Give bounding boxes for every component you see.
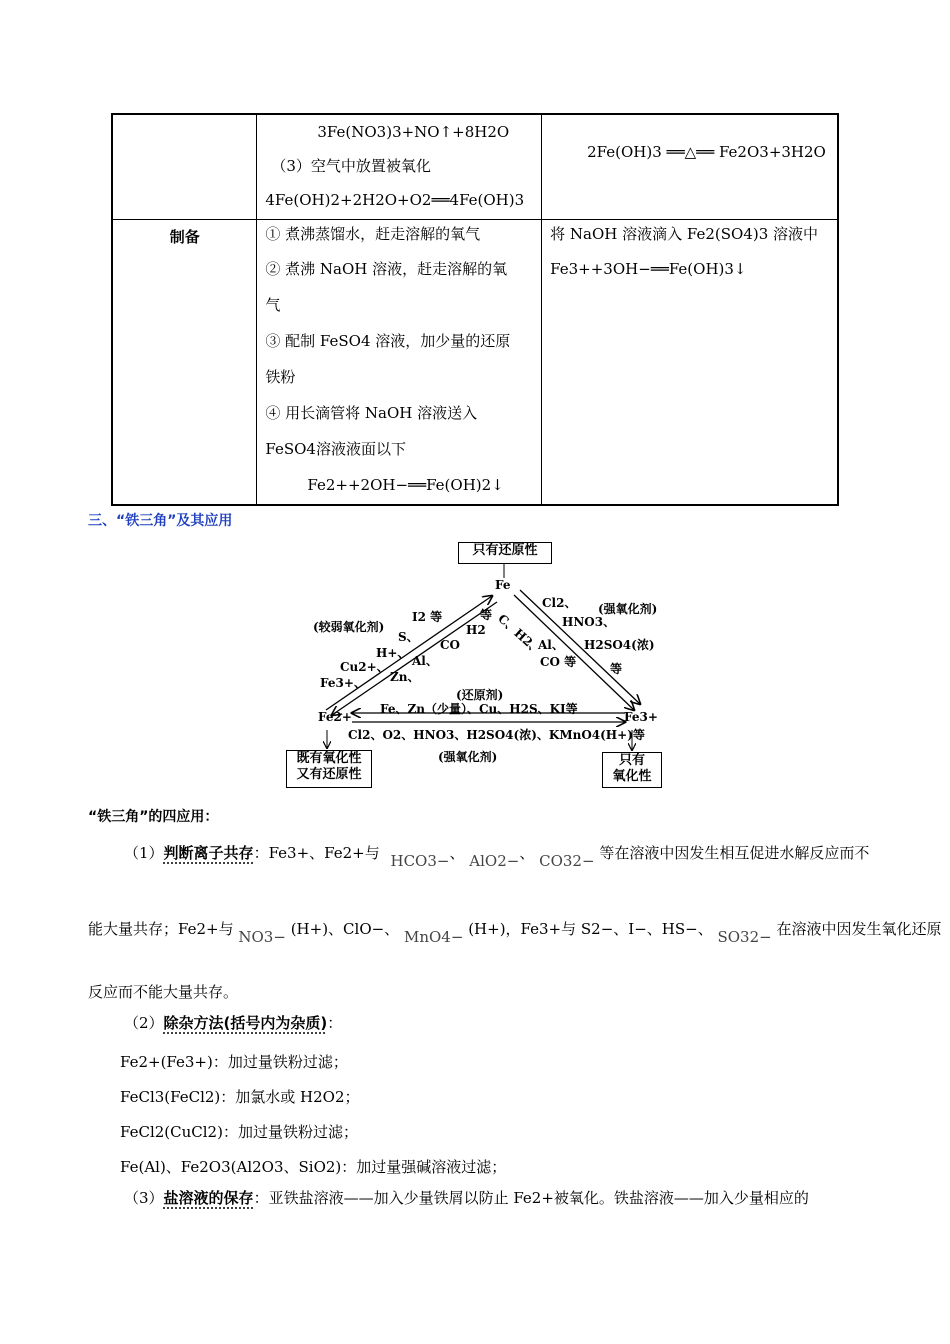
iron-triangle-diagram bbox=[280, 538, 680, 793]
ion-alo2: AlO2− bbox=[469, 852, 520, 870]
app1-text-c: 能大量共存；Fe2+与 bbox=[88, 920, 234, 938]
text-line: ③ 配制 FeSO4 溶液，加少量的还原 bbox=[265, 332, 511, 350]
app1-line2 bbox=[88, 918, 942, 946]
text-line: 铁粉 bbox=[265, 368, 296, 386]
table-cell bbox=[257, 114, 542, 220]
left-label: CO bbox=[440, 638, 461, 652]
ion-co3: CO32− bbox=[539, 852, 595, 870]
app1-title: 判断离子共存 bbox=[163, 844, 254, 862]
oxidizer-label: (强氧化剂) bbox=[438, 750, 498, 764]
app1-num: （1） bbox=[124, 844, 164, 862]
top-box-label: 只有还原性 bbox=[472, 543, 538, 558]
strong-oxidant-label: (强氧化剂) bbox=[598, 602, 658, 616]
left-label: Zn、 bbox=[390, 670, 420, 684]
right-label: C、H2、 bbox=[495, 611, 545, 658]
equation-line: 2Fe(OH)3 ══△══ Fe2O3+3H2O bbox=[587, 143, 826, 161]
app2-heading bbox=[124, 1012, 342, 1033]
applications-title: “铁三角”的四应用： bbox=[88, 809, 219, 825]
app1-text-a: ：Fe3+、Fe2+与 bbox=[253, 844, 380, 862]
left-label: 等 bbox=[480, 608, 493, 622]
table-cell bbox=[112, 220, 257, 506]
table-row bbox=[112, 220, 838, 506]
right-label: CO 等 bbox=[540, 655, 577, 669]
row-label: 制备 bbox=[169, 228, 200, 246]
left-label: Fe3+、 bbox=[320, 676, 366, 690]
app1-text-b: 等在溶液中因发生相互促进水解反应而不 bbox=[599, 844, 870, 862]
ion-no3: NO3− bbox=[238, 928, 286, 946]
app2-item: FeCl3(FeCl2)：加氯水或 H2O2； bbox=[120, 1088, 360, 1106]
text-line: 将 NaOH 溶液滴入 Fe2(SO4)3 溶液中 bbox=[550, 225, 819, 243]
table-cell bbox=[542, 220, 838, 506]
left-label: I2 等 bbox=[412, 610, 443, 624]
left-label: Al、 bbox=[412, 654, 438, 668]
app3-title: 盐溶液的保存 bbox=[163, 1189, 254, 1207]
equation-line: Fe3++3OH−══Fe(OH)3↓ bbox=[550, 260, 747, 278]
right-label: Al、 bbox=[538, 638, 564, 652]
app1-text-e: (H+)，Fe3+与 S2−、I−、HS−、 bbox=[468, 920, 713, 938]
app2-item: Fe(Al)、Fe2O3(Al2O3、SiO2)：加过量强碱溶液过滤； bbox=[120, 1158, 507, 1176]
app2-item: Fe2+(Fe3+)：加过量铁粉过滤； bbox=[120, 1053, 348, 1071]
right-box bbox=[602, 752, 662, 788]
right-box-line2: 氧化性 bbox=[612, 769, 652, 784]
right-label: HNO3、 bbox=[562, 615, 616, 629]
ion-hco3: HCO3− bbox=[390, 852, 450, 870]
app2-num: （2） bbox=[124, 1014, 164, 1032]
left-box-line2: 又有还原性 bbox=[296, 767, 362, 782]
left-label: H+、 bbox=[376, 646, 410, 660]
node-fe3: Fe3+ bbox=[624, 710, 658, 724]
right-label: Cl2、 bbox=[542, 596, 577, 610]
right-label: 等 bbox=[610, 662, 623, 676]
weak-oxidant-label: (较弱氧化剂) bbox=[313, 620, 385, 634]
app1-line3: 反应而不能大量共存。 bbox=[88, 983, 239, 1001]
left-box bbox=[286, 750, 372, 788]
node-fe: Fe bbox=[495, 578, 511, 592]
section-heading: 三、“铁三角”及其应用 bbox=[88, 513, 233, 529]
reducer-label: (还原剂) bbox=[456, 688, 504, 702]
text-line: ② 煮沸 NaOH 溶液，赶走溶解的氧 bbox=[265, 260, 508, 278]
table-row bbox=[112, 114, 838, 220]
app3-text: ：亚铁盐溶液——加入少量铁屑以防止 Fe2+被氧化。铁盐溶液——加入少量相应的 bbox=[253, 1189, 809, 1207]
node-fe2: Fe2+ bbox=[318, 710, 352, 724]
app2-title: 除杂方法(括号内为杂质) bbox=[163, 1014, 328, 1032]
app1-text-d: (H+)、ClO−、 bbox=[290, 920, 400, 938]
bottom-top-line: Fe、Zn（少量）、Cu、H2S、KI等 bbox=[380, 702, 578, 716]
ion-mno4: MnO4− bbox=[403, 928, 464, 946]
equation-line: Fe2++2OH−══Fe(OH)2↓ bbox=[307, 476, 504, 494]
app2-item: FeCl2(CuCl2)：加过量铁粉过滤； bbox=[120, 1123, 358, 1141]
app3-num: （3） bbox=[124, 1189, 164, 1207]
text-line: 气 bbox=[265, 296, 281, 314]
table-cell-empty bbox=[112, 114, 257, 220]
app1-text-f: 在溶液中因发生氧化还原 bbox=[776, 920, 942, 938]
left-label: Cu2+、 bbox=[340, 660, 389, 674]
right-box-line1: 只有 bbox=[618, 753, 645, 768]
equation-line: 4Fe(OH)2+2H2O+O2══4Fe(OH)3 bbox=[265, 191, 525, 209]
bottom-bottom-line: Cl2、O2、HNO3、H2SO4(浓)、KMnO4(H+)等 bbox=[348, 728, 645, 742]
text-line: FeSO4溶液液面以下 bbox=[265, 440, 406, 458]
app3-line bbox=[124, 1187, 809, 1208]
table-cell bbox=[542, 114, 838, 220]
app1-line1: （1）判断离子共存：Fe3+、Fe2+与 HCO3−、 AlO2−、 CO32− 等在溶液中因发生相互促进水解反应而不 bbox=[124, 844, 870, 870]
top-box bbox=[458, 542, 552, 564]
left-box-line1: 既有氧化性 bbox=[296, 751, 362, 766]
app2-colon: ： bbox=[327, 1014, 343, 1032]
text-line: ④ 用长滴管将 NaOH 溶液送入 bbox=[265, 404, 478, 422]
text-line: （3）空气中放置被氧化 bbox=[271, 157, 431, 175]
table-cell bbox=[257, 220, 542, 506]
right-label: H2SO4(浓) bbox=[584, 638, 655, 652]
properties-table bbox=[111, 113, 839, 506]
text-line: ① 煮沸蒸馏水，赶走溶解的氧气 bbox=[265, 225, 481, 243]
ion-so3: SO32− bbox=[717, 928, 772, 946]
equation-line: 3Fe(NO3)3+NO↑+8H2O bbox=[317, 123, 510, 141]
left-label: S、 bbox=[398, 630, 419, 644]
left-label: H2 bbox=[466, 623, 486, 637]
